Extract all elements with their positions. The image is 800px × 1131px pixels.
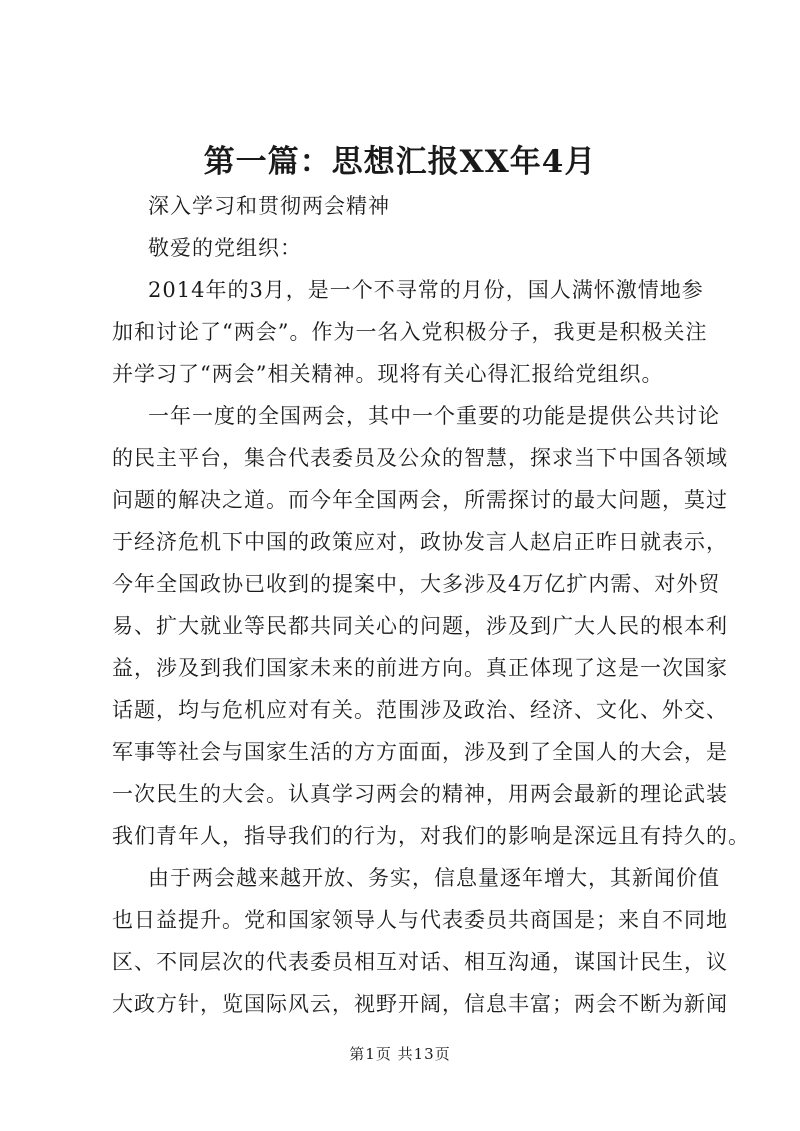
paragraph-line: 大政方针，览国际风云，视野开阔，信息丰富；两会不断为新闻 <box>112 992 728 1016</box>
paragraph-line: 由于两会越来越开放、务实，信息量逐年增大，其新闻价值 <box>148 866 720 890</box>
document-subtitle: 深入学习和贯彻两会精神 <box>148 194 390 218</box>
paragraph-line: 2014年的3月，是一个不寻常的月份，国人满怀激情地参 <box>148 278 704 302</box>
paragraph-line: 问题的解决之道。而今年全国两会，所需探讨的最大问题，莫过 <box>112 488 728 512</box>
paragraph-line: 于经济危机下中国的政策应对，政协发言人赵启正昨日就表示， <box>112 530 728 554</box>
paragraph-line: 我们青年人，指导我们的行为，对我们的影响是深远且有持久的。 <box>112 824 750 848</box>
paragraph-line: 加和讨论了“两会”。作为一名入党积极分子，我更是积极关注 <box>112 320 708 344</box>
paragraph-line: 并学习了“两会”相关精神。现将有关心得汇报给党组织。 <box>112 362 664 386</box>
document-title: 第一篇：思想汇报XX年4月 <box>203 144 597 180</box>
paragraph-line: 益，涉及到我们国家未来的前进方向。真正体现了这是一次国家 <box>112 656 728 680</box>
paragraph-line: 一次民生的大会。认真学习两会的精神，用两会最新的理论武装 <box>112 782 728 806</box>
salutation: 敬爱的党组织： <box>148 236 302 260</box>
paragraph-line: 今年全国政协已收到的提案中，大多涉及4万亿扩内需、对外贸 <box>112 572 721 596</box>
paragraph-line: 一年一度的全国两会，其中一个重要的功能是提供公共讨论 <box>148 404 720 428</box>
paragraph-line: 军事等社会与国家生活的方方面面，涉及到了全国人的大会，是 <box>112 740 728 764</box>
paragraph-line: 话题，均与危机应对有关。范围涉及政治、经济、文化、外交、 <box>112 698 728 722</box>
paragraph-line: 区、不同层次的代表委员相互对话、相互沟通，谋国计民生，议 <box>112 950 728 974</box>
paragraph-line: 易、扩大就业等民都共同关心的问题，涉及到广大人民的根本利 <box>112 614 728 638</box>
paragraph-line: 的民主平台，集合代表委员及公众的智慧，探求当下中国各领域 <box>112 446 728 470</box>
page-number-footer: 第1页 共13页 <box>349 1045 451 1063</box>
paragraph-line: 也日益提升。党和国家领导人与代表委员共商国是；来自不同地 <box>112 908 728 932</box>
